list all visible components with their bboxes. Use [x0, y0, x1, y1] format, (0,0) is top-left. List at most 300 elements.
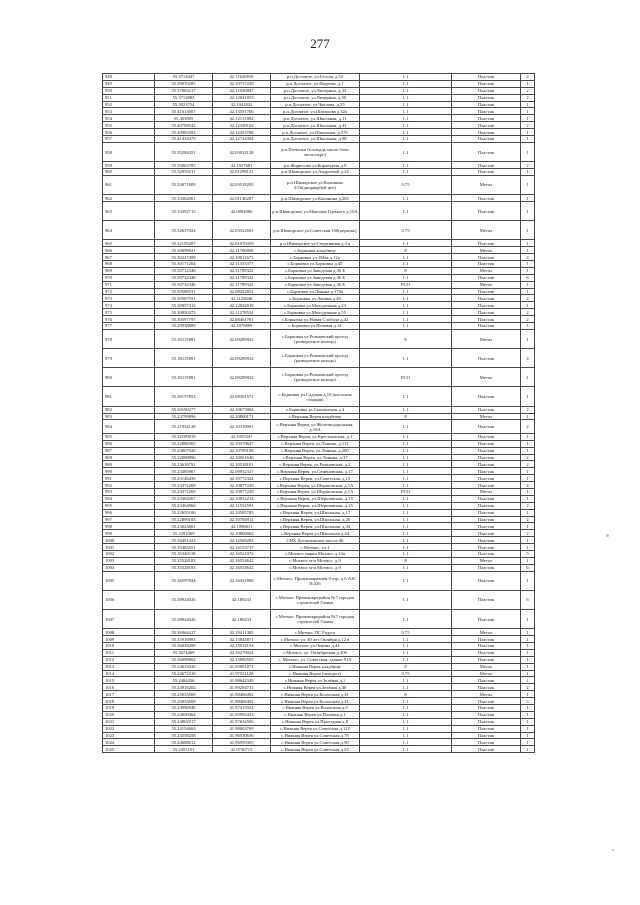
row-number-cell: 977 — [103, 323, 155, 330]
row-number-cell: 989 — [103, 461, 155, 468]
volume-cell: 1.1 — [360, 254, 452, 261]
table-row — [103, 725, 535, 732]
count-cell: 1 — [521, 557, 535, 564]
address-cell: р.п.Досчатое, ул.Чичерина, д.50 — [271, 94, 360, 101]
table-row — [103, 101, 535, 108]
longitude-cell: 42.10789108 — [213, 447, 271, 454]
row-number-cell: 1013 — [103, 663, 155, 670]
latitude-cell: 55.23485967 — [155, 468, 213, 475]
material-cell: Пластик — [452, 122, 521, 129]
row-number-cell: 1021 — [103, 718, 155, 725]
table-row — [103, 387, 535, 406]
table-row — [103, 590, 535, 609]
longitude-cell: 41.97634506 — [213, 718, 271, 725]
volume-cell: 1.1 — [360, 195, 452, 202]
table-row — [103, 732, 535, 739]
latitude-cell: 55.32195287 — [155, 240, 213, 247]
material-cell: Метал — [452, 629, 521, 636]
address-cell: с.Верхняя Верея, ул.Школьная, д.26 — [271, 516, 360, 523]
volume-cell: 1.1 — [360, 274, 452, 281]
row-number-cell: 1022 — [103, 725, 155, 732]
count-cell: 1 — [521, 649, 535, 656]
latitude-cell: 55.24154663 — [155, 725, 213, 732]
count-cell: 1 — [521, 488, 535, 495]
volume-cell: 1.1 — [360, 129, 452, 136]
address-cell: с.Борковка ул.Заводская д.36 Б — [271, 281, 360, 288]
volume-cell: 1.1 — [360, 509, 452, 516]
latitude-cell: 55.30957413 — [155, 302, 213, 309]
row-number-cell: 978 — [103, 329, 155, 348]
latitude-cell: 55.30157852 — [155, 387, 213, 406]
longitude-cell: 42.08391571 — [213, 387, 271, 406]
count-cell: 1 — [521, 387, 535, 406]
row-number-cell: 980 — [103, 368, 155, 387]
longitude-cell: 42.09932327 — [213, 468, 271, 475]
latitude-cell: 55.36597824 — [155, 571, 213, 590]
material-cell: Метал — [452, 329, 521, 348]
volume-cell: 1.1 — [360, 108, 452, 115]
row-number-cell: 1016 — [103, 684, 155, 691]
material-cell: Пластик — [452, 440, 521, 447]
latitude-cell: 55.24850464 — [155, 711, 213, 718]
material-cell: Пластик — [452, 406, 521, 413]
volume-cell: 1.1 — [360, 732, 452, 739]
table-row — [103, 746, 535, 753]
latitude-cell: 55.36098862 — [155, 656, 213, 663]
address-cell: с.Мотмос ул.Ленина д.44 — [271, 642, 360, 649]
row-number-cell: 1000 — [103, 537, 155, 544]
row-number-cell: 1023 — [103, 732, 155, 739]
volume-cell: 1.1 — [360, 87, 452, 94]
latitude-cell: 55.36491422 — [155, 537, 213, 544]
latitude-cell: 55.23304367 — [155, 495, 213, 502]
longitude-cell: 42.13591766 — [213, 108, 271, 115]
volume-cell: 1.1 — [360, 454, 452, 461]
volume-cell: 1.1 — [360, 677, 452, 684]
volume-cell: 1.1 — [360, 649, 452, 656]
material-cell: Пластик — [452, 725, 521, 732]
address-cell: с.Нижняя Верея ул.Колхозная д.41 — [271, 691, 360, 698]
longitude-cell: 42.1123848 — [213, 295, 271, 302]
volume-cell: РСО — [360, 281, 452, 288]
longitude-cell: 42.15014154 — [213, 642, 271, 649]
table-row — [103, 530, 535, 537]
volume-cell: 1.1 — [360, 323, 452, 330]
volume-cell: 1.1 — [360, 461, 452, 468]
latitude-cell: 55.21934128 — [155, 420, 213, 433]
latitude-cell: 55.35916993 — [155, 636, 213, 643]
volume-cell: 1.1 — [360, 440, 452, 447]
latitude-cell: 55.30115891 — [155, 329, 213, 348]
address-cell: с.Верхняя Верея, ул.Школьная, д.34 — [271, 523, 360, 530]
material-cell: Пластик — [452, 288, 521, 295]
longitude-cell: 42.0094986 — [213, 201, 271, 220]
volume-cell: 1.1 — [360, 656, 452, 663]
table-row — [103, 684, 535, 691]
page-number: 277 — [310, 36, 330, 51]
longitude-cell: 42.10784912 — [213, 516, 271, 523]
latitude-cell: 55.3712883 — [155, 94, 213, 101]
address-cell: р.п.Фирюсова ул.Коржидова д.8 — [271, 162, 360, 169]
latitude-cell: 55.24996948 — [155, 705, 213, 712]
row-number-cell: 972 — [103, 288, 155, 295]
table-row — [103, 468, 535, 475]
row-number-cell: 949 — [103, 80, 155, 87]
address-cell: с.Борковка ул.Новая Слобода д.42 — [271, 316, 360, 323]
row-number-cell: 966 — [103, 247, 155, 254]
row-number-cell: 973 — [103, 295, 155, 302]
address-cell: с. Мотмос, ул. Советская, здание 91А — [271, 656, 360, 663]
table-row — [103, 221, 535, 240]
latitude-cell: 55.38924026 — [155, 610, 213, 629]
material-cell: Пластик — [452, 115, 521, 122]
longitude-cell: 41.98466492 — [213, 691, 271, 698]
latitude-cell: 55.23616791 — [155, 461, 213, 468]
volume-cell: 1.1 — [360, 142, 452, 161]
latitude-cell: 55.30567551 — [155, 295, 213, 302]
address-cell: с.Борковка ул.Молодежная д.55 — [271, 309, 360, 316]
address-cell: р.п.Шиморское ул.Андреевой д.24 — [271, 168, 360, 175]
count-cell: 1 — [521, 261, 535, 268]
row-number-cell: 948 — [103, 74, 155, 81]
latitude-cell: 55.23023661 — [155, 523, 213, 530]
latitude-cell: 55.23807926 — [155, 447, 213, 454]
table-row — [103, 129, 535, 136]
address-cell: с.Нижняя Верея ул.Колхозная д.9 — [271, 705, 360, 712]
latitude-cell: 55.3714447 — [155, 74, 213, 81]
table-row — [103, 329, 535, 348]
table-row — [103, 254, 535, 261]
material-cell: Метал — [452, 281, 521, 288]
volume-cell: 1.1 — [360, 288, 452, 295]
longitude-cell: 41.95993423 — [213, 711, 271, 718]
row-number-cell: 971 — [103, 281, 155, 288]
address-cell: с.Верхняя Верея, ул.Ленина, д.112 — [271, 440, 360, 447]
count-cell: 1 — [521, 544, 535, 551]
count-cell: 6 — [521, 564, 535, 571]
latitude-cell: 55.22189019 — [155, 433, 213, 440]
longitude-cell: 42.11700058 — [213, 247, 271, 254]
latitude-cell: 55.23799896 — [155, 413, 213, 420]
latitude-cell: 55.30732346 — [155, 281, 213, 288]
volume-cell: 8 — [360, 247, 452, 254]
address-cell: с.Мотмос м-н Мотмос, д.9 — [271, 564, 360, 571]
material-cell: Пластик — [452, 475, 521, 482]
longitude-cell: 42.16554642 — [213, 557, 271, 564]
latitude-cell: 55.36038208 — [155, 642, 213, 649]
material-cell: Пластик — [452, 349, 521, 368]
table-row — [103, 642, 535, 649]
longitude-cell: 42.01070359 — [213, 240, 271, 247]
volume-cell: 0.75 — [360, 175, 452, 194]
address-cell: с.Мотмос Проммикрорайон №7 городок строителей Гамма — [271, 590, 360, 609]
table-row — [103, 495, 535, 502]
table-row — [103, 705, 535, 712]
row-number-cell: 983 — [103, 413, 155, 420]
volume-cell: 1.1 — [360, 316, 452, 323]
longitude-cell: 41.97415924 — [213, 705, 271, 712]
longitude-cell: 42.11789322 — [213, 267, 271, 274]
volume-cell: 1.1 — [360, 349, 452, 368]
volume-cell: 1.1 — [360, 94, 452, 101]
longitude-cell: 42.12041853 — [213, 94, 271, 101]
latitude-cell: 55.37063217 — [155, 87, 213, 94]
latitude-cell: 55.30850375 — [155, 309, 213, 316]
material-cell: Пластик — [452, 295, 521, 302]
longitude-cell: 42.10737228 — [213, 80, 271, 87]
address-cell: с.Борковка кладбище — [271, 247, 360, 254]
count-cell: 1 — [521, 288, 535, 295]
row-number-cell: 970 — [103, 274, 155, 281]
material-cell: Пластик — [452, 746, 521, 753]
material-cell: Метал — [452, 221, 521, 240]
longitude-cell: 42.10585785 — [213, 509, 271, 516]
address-cell: СНХ Досчатинское шоссе 46 — [271, 537, 360, 544]
table-row — [103, 691, 535, 698]
longitude-cell: 42.11789322 — [213, 274, 271, 281]
row-number-cell: 985 — [103, 433, 155, 440]
row-number-cell: 1017 — [103, 691, 155, 698]
latitude-cell: 55.35340118 — [155, 550, 213, 557]
latitude-cell: 55.33071809 — [155, 175, 213, 194]
longitude-cell: 42.15880585 — [213, 656, 271, 663]
count-cell: 2 — [521, 316, 535, 323]
count-cell: 1 — [521, 732, 535, 739]
count-cell: 1 — [521, 115, 535, 122]
row-number-cell: 950 — [103, 87, 155, 94]
row-number-cell: 988 — [103, 454, 155, 461]
material-cell: Пластик — [452, 495, 521, 502]
count-cell: 2 — [521, 122, 535, 129]
latitude-cell: 55.3674469 — [155, 649, 213, 656]
count-cell: 2 — [521, 516, 535, 523]
material-cell: Пластик — [452, 656, 521, 663]
volume-cell: 1.1 — [360, 684, 452, 691]
table-row — [103, 316, 535, 323]
material-cell: Пластик — [452, 162, 521, 169]
address-cell: с.Мотмос марки Мотмос д.14а — [271, 550, 360, 557]
latitude-cell: 55.35284451 — [155, 142, 213, 161]
latitude-cell: 55.33392715 — [155, 201, 213, 220]
row-number-cell: 953 — [103, 108, 155, 115]
longitude-cell: 41.98642349 — [213, 677, 271, 684]
longitude-cell: 42.10378647 — [213, 440, 271, 447]
material-cell: Пластик — [452, 316, 521, 323]
latitude-cell: 55.30190277 — [155, 406, 213, 413]
row-number-cell: 981 — [103, 387, 155, 406]
volume-cell: 1.1 — [360, 610, 452, 629]
volume-cell: 8 — [360, 691, 452, 698]
address-cell: с.Верхняя Верея, ул.Семёновская, д.17 — [271, 468, 360, 475]
volume-cell: 1.1 — [360, 564, 452, 571]
longitude-cell: 42.09289932 — [213, 368, 271, 387]
longitude-cell: 42.12329102 — [213, 122, 271, 129]
count-cell: 2 — [521, 295, 535, 302]
material-cell: Пластик — [452, 94, 521, 101]
address-cell: с.Верхняя Верея, ул.Крестьянская, д.1 — [271, 433, 360, 440]
address-cell: с.Верхняя Верея, ул.Школьная, д.17 — [271, 509, 360, 516]
address-cell: с.Борковка ул.Молодежная д.23 — [271, 302, 360, 309]
volume-cell: 0.75 — [360, 670, 452, 677]
count-cell: 1 — [521, 136, 535, 143]
row-number-cell: 993 — [103, 488, 155, 495]
count-cell: 2 — [521, 406, 535, 413]
material-cell: Пластик — [452, 80, 521, 87]
longitude-cell: 42.180233 — [213, 610, 271, 629]
volume-cell: 1.1 — [360, 74, 452, 81]
count-cell: 1 — [521, 413, 535, 420]
table-row — [103, 274, 535, 281]
address-cell: р.п.Досчатое, ул.Школьная, д.98 — [271, 136, 360, 143]
longitude-cell: 42.12568283 — [213, 537, 271, 544]
volume-cell: 1.1 — [360, 433, 452, 440]
longitude-cell: 42.12131882 — [213, 115, 271, 122]
row-number-cell: 1019 — [103, 705, 155, 712]
row-number-cell: 1010 — [103, 642, 155, 649]
longitude-cell: 42.11930847 — [213, 87, 271, 94]
volume-cell: 1.1 — [360, 162, 452, 169]
volume-cell: 1.1 — [360, 136, 452, 143]
table-row — [103, 240, 535, 247]
material-cell: Пластик — [452, 564, 521, 571]
latitude-cell: 55.30699921 — [155, 247, 213, 254]
address-cell: с.Мотмос ПС Радуга — [271, 629, 360, 636]
latitude-cell: 55.38924026 — [155, 590, 213, 609]
longitude-cell: 42.10518101 — [213, 461, 271, 468]
volume-cell: 8 — [360, 557, 452, 564]
count-cell: 1 — [521, 440, 535, 447]
table-row — [103, 420, 535, 433]
count-cell: 2 — [521, 87, 535, 94]
longitude-cell: 42.10061646 — [213, 454, 271, 461]
count-cell: 1 — [521, 281, 535, 288]
material-cell: Пластик — [452, 711, 521, 718]
longitude-cell: 41.96530636 — [213, 732, 271, 739]
latitude-cell: 55.23372269 — [155, 488, 213, 495]
volume-cell: 1.1 — [360, 420, 452, 433]
row-number-cell: 992 — [103, 482, 155, 489]
row-number-cell: 967 — [103, 254, 155, 261]
longitude-cell: 42.16431808 — [213, 571, 271, 590]
table-row — [103, 288, 535, 295]
address-cell: с.Верхняя Верея, ул.Ленина, д.200 — [271, 447, 360, 454]
volume-cell: 1.1 — [360, 482, 452, 489]
longitude-cell: 42.10011673 — [213, 254, 271, 261]
material-cell: Пластик — [452, 195, 521, 202]
latitude-cell: 55.25033569 — [155, 691, 213, 698]
longitude-cell: 42.1076889 — [213, 323, 271, 330]
table-row — [103, 136, 535, 143]
row-number-cell: 995 — [103, 502, 155, 509]
address-cell: с.Борковка ул.Рожновский проезд (разворотное кольцо) — [271, 329, 360, 348]
latitude-cell: 55.30732346 — [155, 274, 213, 281]
material-cell: Пластик — [452, 649, 521, 656]
count-cell: 1 — [521, 636, 535, 643]
row-number-cell: 1006 — [103, 590, 155, 609]
address-cell: р.п.Шиморское ул.Калинина 2/16(дворкорбуй цех) — [271, 175, 360, 194]
volume-cell: 1.1 — [360, 495, 452, 502]
volume-cell: 1.1 — [360, 725, 452, 732]
longitude-cell: 41.96959305 — [213, 739, 271, 746]
longitude-cell: 42.16153717 — [213, 544, 271, 551]
latitude-cell: 55.22008896 — [155, 454, 213, 461]
count-cell: 4 — [521, 254, 535, 261]
table-row — [103, 433, 535, 440]
address-cell: с.Борковка ул.Полевая д.14 — [271, 323, 360, 330]
latitude-cell: 55.2484436 — [155, 677, 213, 684]
address-cell: с.Мотмос, ул. Октябрьская д.20б — [271, 649, 360, 656]
table-row — [103, 718, 535, 725]
address-cell: р.п.Шиморское ул.Калинина д.20б — [271, 195, 360, 202]
latitude-cell: 55.24633026 — [155, 663, 213, 670]
count-cell: 1 — [521, 629, 535, 636]
row-number-cell: 951 — [103, 94, 155, 101]
count-cell: 1 — [521, 201, 535, 220]
latitude-cell: 55.35528183 — [155, 564, 213, 571]
latitude-cell: 55.40708542 — [155, 122, 213, 129]
latitude-cell: 55.24802017 — [155, 718, 213, 725]
count-cell: 1 — [521, 329, 535, 348]
row-number-cell: 976 — [103, 316, 155, 323]
table-row — [103, 488, 535, 495]
row-number-cell: 1024 — [103, 739, 155, 746]
address-cell: с.Нижняя Верея ул.Полевая д.1 — [271, 711, 360, 718]
row-number-cell: 975 — [103, 309, 155, 316]
row-number-cell: 987 — [103, 447, 155, 454]
address-cell: р.п.Шиморское ул.Спортивная д.3 а — [271, 240, 360, 247]
count-cell: 1 — [521, 175, 535, 194]
count-cell: 1 — [521, 610, 535, 629]
row-number-cell: 961 — [103, 175, 155, 194]
volume-cell: 1.1 — [360, 387, 452, 406]
table-row — [103, 267, 535, 274]
longitude-cell: 42.10860062 — [213, 530, 271, 537]
volume-cell: 1.1 — [360, 168, 452, 175]
table-row — [103, 537, 535, 544]
row-number-cell: 982 — [103, 406, 155, 413]
table-row — [103, 550, 535, 557]
row-number-cell: 954 — [103, 115, 155, 122]
latitude-cell: 55.33362061 — [155, 195, 213, 202]
count-cell: 1 — [521, 523, 535, 530]
longitude-cell: 42.11278534 — [213, 309, 271, 316]
volume-cell: 1.1 — [360, 240, 452, 247]
latitude-cell: 55.40983582 — [155, 129, 213, 136]
longitude-cell: 42.01146207 — [213, 195, 271, 202]
longitude-cell: 42.08422852 — [213, 288, 271, 295]
longitude-cell: 42.08461761 — [213, 316, 271, 323]
longitude-cell: 42.03032128 — [213, 142, 271, 161]
count-cell: 1 — [521, 221, 535, 240]
material-cell: Пластик — [452, 168, 521, 175]
address-cell: с.Верхняя Верея, ул.Рожновская, д.2 — [271, 461, 360, 468]
row-number-cell: 996 — [103, 509, 155, 516]
latitude-cell: 55.35063785 — [155, 162, 213, 169]
address-cell: с.Нижняя Верея ул.Советская д.90 — [271, 739, 360, 746]
material-cell: Пластик — [452, 254, 521, 261]
table-row — [103, 440, 535, 447]
volume-cell: 1.1 — [360, 537, 452, 544]
address-cell: с.Нижняя Верея ул.Зелёная д.30 — [271, 684, 360, 691]
latitude-cell: 55.41613007 — [155, 108, 213, 115]
row-number-cell: 1025 — [103, 746, 155, 753]
row-number-cell: 1015 — [103, 677, 155, 684]
table-row — [103, 663, 535, 670]
material-cell: Пластик — [452, 323, 521, 330]
row-number-cell: 999 — [103, 530, 155, 537]
address-cell: с.Мотмос, Промзнаправлён 9 отр. д.6 АЗС №326 — [271, 571, 360, 590]
count-cell: 6 — [521, 274, 535, 281]
